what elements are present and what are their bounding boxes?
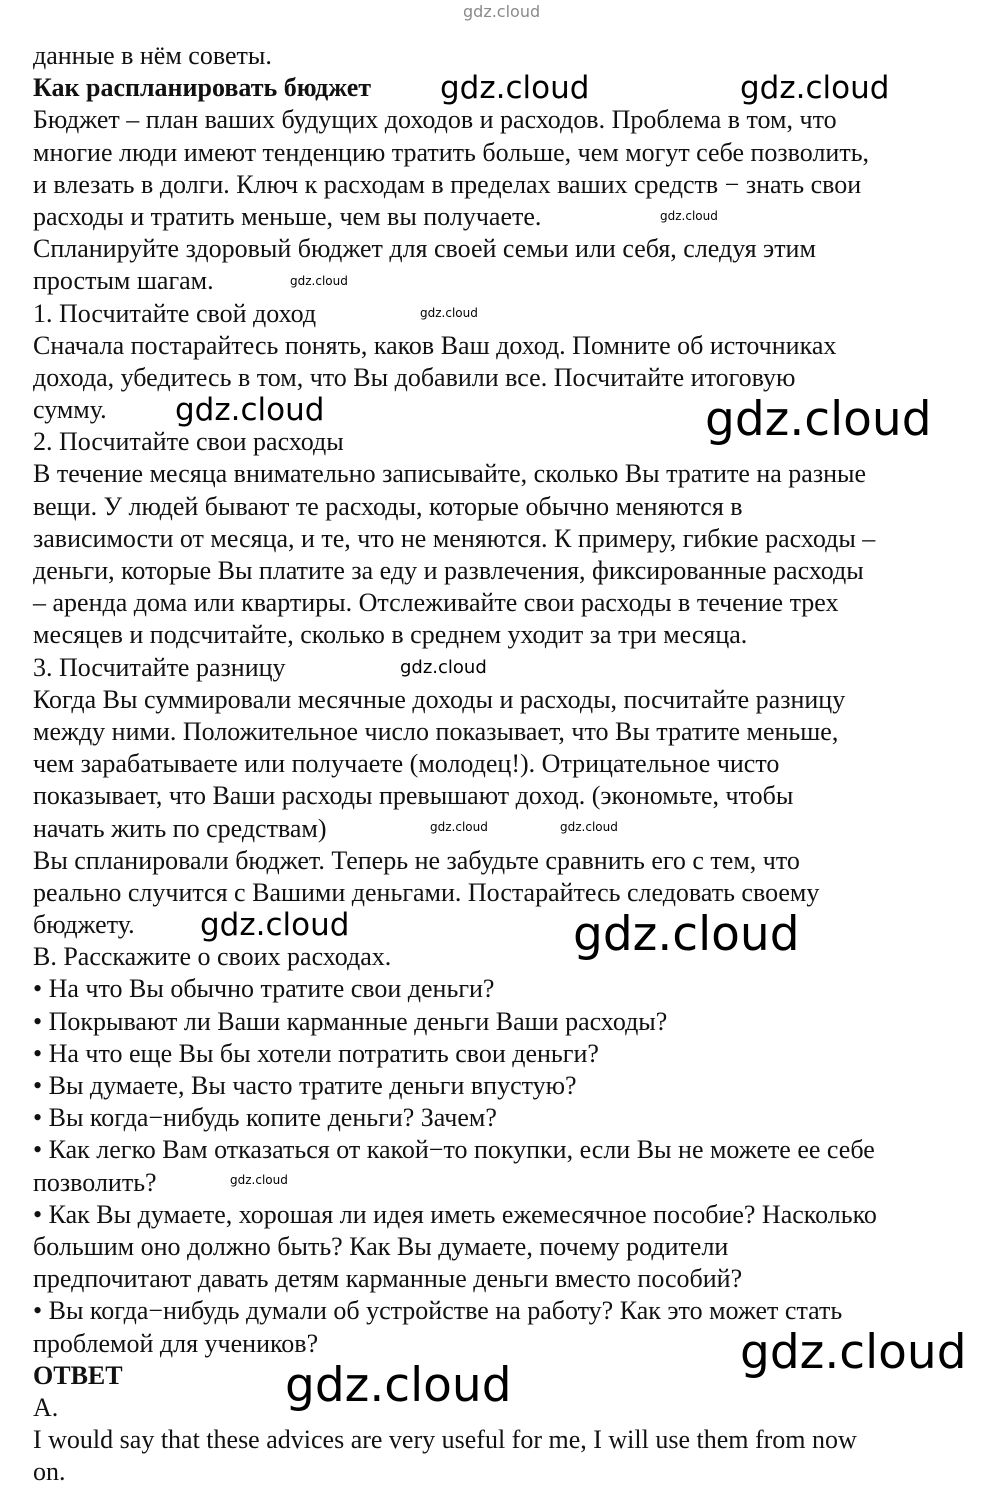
text-line: многие люди имеют тенденцию тратить больше, чем могут себе позволить, [33, 137, 870, 167]
text-line: A. [33, 1392, 59, 1422]
text-line: позволить? [33, 1167, 157, 1197]
text-line: B. Расскажите о своих расходах. [33, 942, 392, 972]
text-line: • Вы когда−нибудь копите деньги? Зачем? [33, 1103, 497, 1133]
text-line: Когда Вы суммировали месячные доходы и расходы, посчитайте разницу [33, 684, 846, 714]
watermark: gdz.cloud [175, 392, 325, 428]
watermark: gdz.cloud [705, 392, 932, 447]
text-line: данные в нём советы. [33, 41, 272, 70]
text-line: 2. Посчитайте свои расходы [33, 427, 344, 457]
watermark: gdz.cloud [230, 1173, 288, 1187]
text-line: Вы спланировали бюджет. Теперь не забудьте сравнить его с тем, что [33, 845, 800, 875]
watermark: gdz.cloud [420, 306, 478, 320]
text-line: • Вы когда−нибудь думали об устройстве на работу? Как это может стать [33, 1296, 843, 1326]
text-line: дохода, убедитесь в том, что Вы добавили все. Посчитайте итоговую [33, 362, 796, 392]
watermark: gdz.cloud [285, 1358, 512, 1413]
text-line: зависимости от месяца, и те, что не меняются. К примеру, гибкие расходы – [33, 523, 876, 553]
text-line: • На что еще Вы бы хотели потратить свои деньги? [33, 1038, 599, 1068]
watermark: gdz.cloud [660, 209, 718, 223]
text-line: чем зарабатываете или получаете (молодец!). Отрицательное чисто [33, 749, 780, 779]
text-line: В течение месяца внимательно записывайте, сколько Вы тратите на разные [33, 459, 867, 489]
watermark: gdz.cloud [430, 820, 488, 834]
text-line: предпочитают давать детям карманные деньги вместо пособий? [33, 1264, 743, 1294]
text-line: Бюджет – план ваших будущих доходов и расходов. Проблема в том, что [33, 105, 837, 135]
watermark: gdz.cloud [573, 907, 800, 962]
text-line: сумму. [33, 395, 107, 425]
text-line: 1. Посчитайте свой доход [33, 298, 317, 328]
text-line: вещи. У людей бывают те расходы, которые обычно меняются в [33, 491, 743, 521]
text-line: месяцев и подсчитайте, сколько в среднем уходит за три месяца. [33, 620, 748, 650]
text-line: начать жить по средствам) [33, 813, 327, 843]
text-line: – аренда дома или квартиры. Отслеживайте свои расходы в течение трех [33, 588, 839, 618]
watermark: gdz.cloud [463, 2, 541, 21]
text-line: между ними. Положительное число показывает, что Вы тратите меньше, [33, 716, 839, 746]
heading-line: ОТВЕТ [33, 1360, 123, 1390]
text-line: простым шагам. [33, 266, 214, 296]
watermark: gdz.cloud [740, 1325, 967, 1380]
text-line: показывает, что Ваши расходы превышают доход. (экономьте, чтобы [33, 781, 794, 811]
text-line: и влезать в долги. Ключ к расходам в пределах ваших средств − знать свои [33, 169, 862, 199]
text-line: большим оно должно быть? Как Вы думаете, почему родители [33, 1231, 729, 1261]
text-line: 3. Посчитайте разницу [33, 652, 286, 682]
text-line: • Как Вы думаете, хорошая ли идея иметь ежемесячное пособие? Насколько [33, 1199, 877, 1229]
text-line: I would say that these advices are very useful for me, I will use them from now [33, 1425, 857, 1455]
text-line: Спланируйте здоровый бюджет для своей семьи или себя, следуя этим [33, 234, 816, 264]
watermark: gdz.cloud [200, 907, 350, 943]
text-line: расходы и тратить меньше, чем вы получаете. [33, 201, 542, 231]
text-line: Сначала постарайтесь понять, каков Ваш доход. Помните об источниках [33, 330, 837, 360]
watermark: gdz.cloud [440, 70, 590, 106]
watermark: gdz.cloud [560, 820, 618, 834]
text-line: • Вы думаете, Вы часто тратите деньги впустую? [33, 1071, 577, 1100]
heading-line: Как распланировать бюджет [33, 73, 372, 103]
text-line: • Как легко Вам отказаться от какой−то покупки, если Вы не можете ее себе [33, 1135, 875, 1165]
watermark: gdz.cloud [740, 70, 890, 106]
document-text [33, 40, 993, 1488]
text-line: • Покрывают ли Ваши карманные деньги Ваши расходы? [33, 1006, 668, 1036]
watermark: gdz.cloud [290, 274, 348, 288]
text-line: • На что Вы обычно тратите свои деньги? [33, 974, 495, 1004]
text-line: деньги, которые Вы платите за еду и развлечения, фиксированные расходы [33, 556, 864, 585]
text-line: on. [33, 1457, 66, 1487]
watermark: gdz.cloud [400, 657, 487, 678]
text-line: бюджету. [33, 910, 135, 940]
text-line: проблемой для учеников? [33, 1328, 319, 1358]
text-line: реально случится с Вашими деньгами. Постарайтесь следовать своему [33, 877, 820, 907]
